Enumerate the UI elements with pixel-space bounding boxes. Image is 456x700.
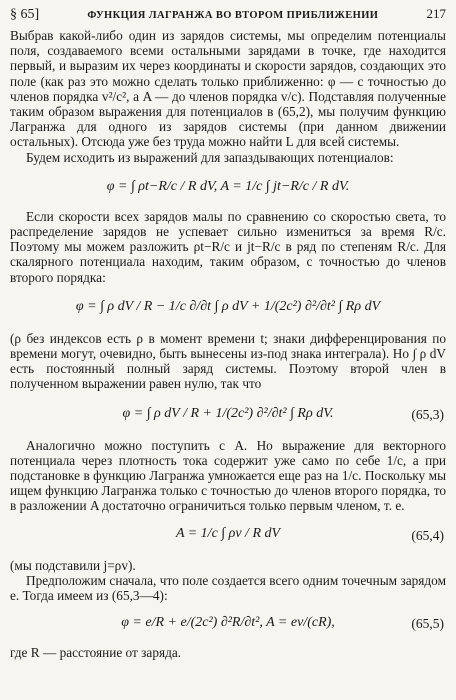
formula-retarded-potentials xyxy=(10,173,446,201)
formula-text: φ = ∫ ρ dV / R − 1/c ∂/∂t ∫ ρ dV + 1/(2c²) ∂²/∂t² ∫ Rρ dV xyxy=(75,298,381,314)
equation-number: (65,4) xyxy=(411,527,444,543)
paragraph: Аналогично можно поступить с A. Но выражение для векторного потенциала через плотность тока содержит уже само по себе 1/c, а при подстановке в функцию Лагранжа умножается еще раз на 1/c. Поскольку мы ищем функцию Лагранжа только с точностью до членов второго порядка, то в разложении A достаточно ограничиться только первым членом, т. е. xyxy=(10,437,446,514)
paragraph: (мы подставили j=ρv). xyxy=(10,557,136,573)
formula-text: A = 1/c ∫ ρv / R dV xyxy=(175,525,281,541)
section-label: § 65] xyxy=(10,7,40,22)
paragraph: Предположим сначала, что поле создается всего одним точечным зарядом e. Тогда имеем из (65,3—4): xyxy=(10,572,446,604)
page-header xyxy=(10,6,446,28)
formula-text: φ = ∫ ρ dV / R + 1/(2c²) ∂²/∂t² ∫ Rρ dV. xyxy=(122,405,334,421)
formula-65-4 xyxy=(10,520,446,552)
running-title: ФУНКЦИЯ ЛАГРАНЖА ВО ВТОРОМ ПРИБЛИЖЕНИИ xyxy=(87,10,379,21)
equation-number: (65,3) xyxy=(411,406,444,422)
equation-number: (65,5) xyxy=(411,616,444,632)
paragraph: Если скорости всех зарядов малы по сравнению со скоростью света, то распределение зарядов не успевает сильно измениться за время R/c. Поэтому мы можем разложить ρt−R/c и jt−R/c в ряд по степеням R/c. Для скалярного потенциала находим, таким образом, с точностью до членов второго порядка: xyxy=(10,208,446,285)
formula-65-5 xyxy=(10,609,446,639)
paragraph: где R — расстояние от заряда. xyxy=(10,645,182,661)
formula-scalar-expansion xyxy=(10,293,446,323)
formula-text: φ = ∫ ρt−R/c / R dV, A = 1/c ∫ jt−R/c / R dV. xyxy=(106,178,350,194)
paragraph: Выбрав какой-либо один из зарядов системы, мы определим потенциалы поля, создаваемого всеми остальными зарядами в точке, где находится первый, и выразим их через координаты и скорости зарядов, создающих это поле (как раз это можно сделать только приближенно: φ — с точностью до членов порядка v²/c², а A — до членов порядка v/c). Подставляя полученные таким образом выражения для потенциалов в (65,2), мы получим функцию Лагранжа для одного из зарядов системы (при данном движении остальных). Отсюда уже без труда можно найти L для всей системы. xyxy=(10,28,446,150)
formula-text: φ = e/R + e/(2c²) ∂²R/∂t², A = ev/(cR), xyxy=(121,615,335,631)
page-number: 217 xyxy=(426,6,446,21)
paragraph: (ρ без индексов есть ρ в момент времени t; знаки дифференцирования по времени могут, очевидно, быть вынесены из-под знака интеграла). Но ∫ ρ dV есть постоянный полный заряд системы. Поэтому второй член в полученном выражении равен нулю, так что xyxy=(10,330,446,392)
paragraph: Будем исходить из выражений для запаздывающих потенциалов: xyxy=(26,149,394,165)
formula-65-3 xyxy=(10,400,446,430)
